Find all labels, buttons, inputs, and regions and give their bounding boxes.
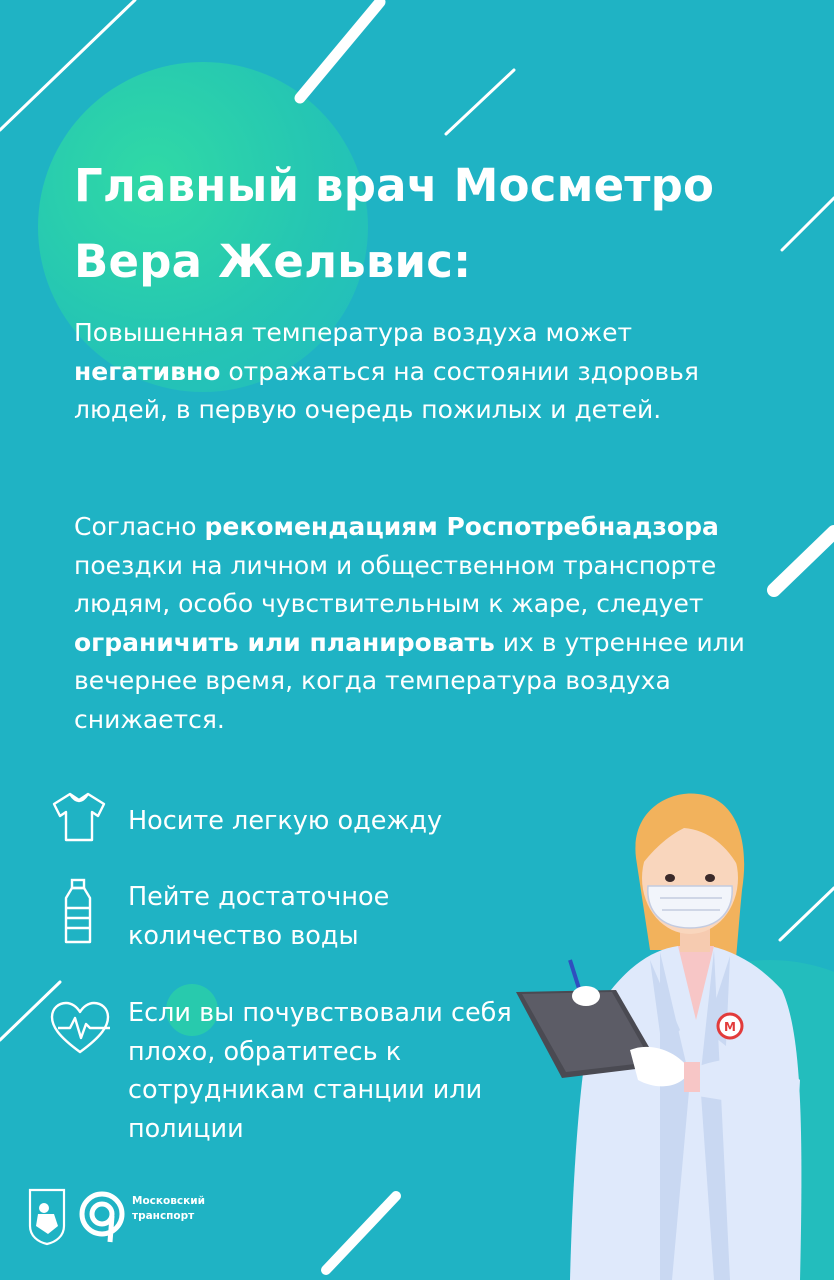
p2-bold-2: ограничить или планировать bbox=[74, 627, 495, 657]
p2-text-2: поездки на личном и общественном транспорте людям, особо чувствительным к жаре, следует bbox=[74, 550, 717, 618]
doctor-illustration bbox=[500, 780, 834, 1280]
paragraph-recommendation bbox=[74, 508, 774, 739]
p2-bold-1: рекомендациям Роспотребнадзора bbox=[204, 512, 719, 541]
tip-light-clothes: Носите легкую одежду bbox=[128, 806, 443, 836]
tip-drink-water: Пейте достаточное количество воды bbox=[128, 882, 390, 951]
title-line-1: Главный врач Мосметро bbox=[74, 159, 715, 212]
page-title bbox=[74, 148, 814, 300]
p2-text-1: Согласно bbox=[74, 512, 205, 541]
metro-badge-letter: М bbox=[724, 1020, 736, 1034]
water-bottle-icon bbox=[60, 878, 96, 946]
brand-line-1: Московский bbox=[132, 1195, 205, 1207]
brand-line-2: транспорт bbox=[132, 1210, 195, 1222]
p1-text-2: отражаться на состоянии здоровья людей, в первую очередь пожилых и детей. bbox=[74, 356, 699, 424]
moscow-transport-logo-icon bbox=[82, 1194, 122, 1242]
title-line-2: Вера Жельвис: bbox=[74, 235, 472, 288]
tshirt-icon bbox=[50, 790, 108, 844]
brand-name bbox=[132, 1194, 205, 1224]
p1-text-1: Повышенная температура воздуха может bbox=[74, 318, 633, 347]
moscow-coat-of-arms-icon bbox=[30, 1190, 64, 1244]
p2-text-3: их в утреннее или вечернее время, когда температура воздуха снижается. bbox=[74, 627, 745, 734]
p1-bold-1: негативно bbox=[74, 356, 221, 386]
heart-pulse-icon bbox=[48, 1000, 112, 1056]
tip-ask-staff: Если вы почувствовали себя плохо, обратитесь к сотрудникам станции или полиции bbox=[128, 998, 512, 1144]
paragraph-health-warning bbox=[74, 314, 774, 430]
